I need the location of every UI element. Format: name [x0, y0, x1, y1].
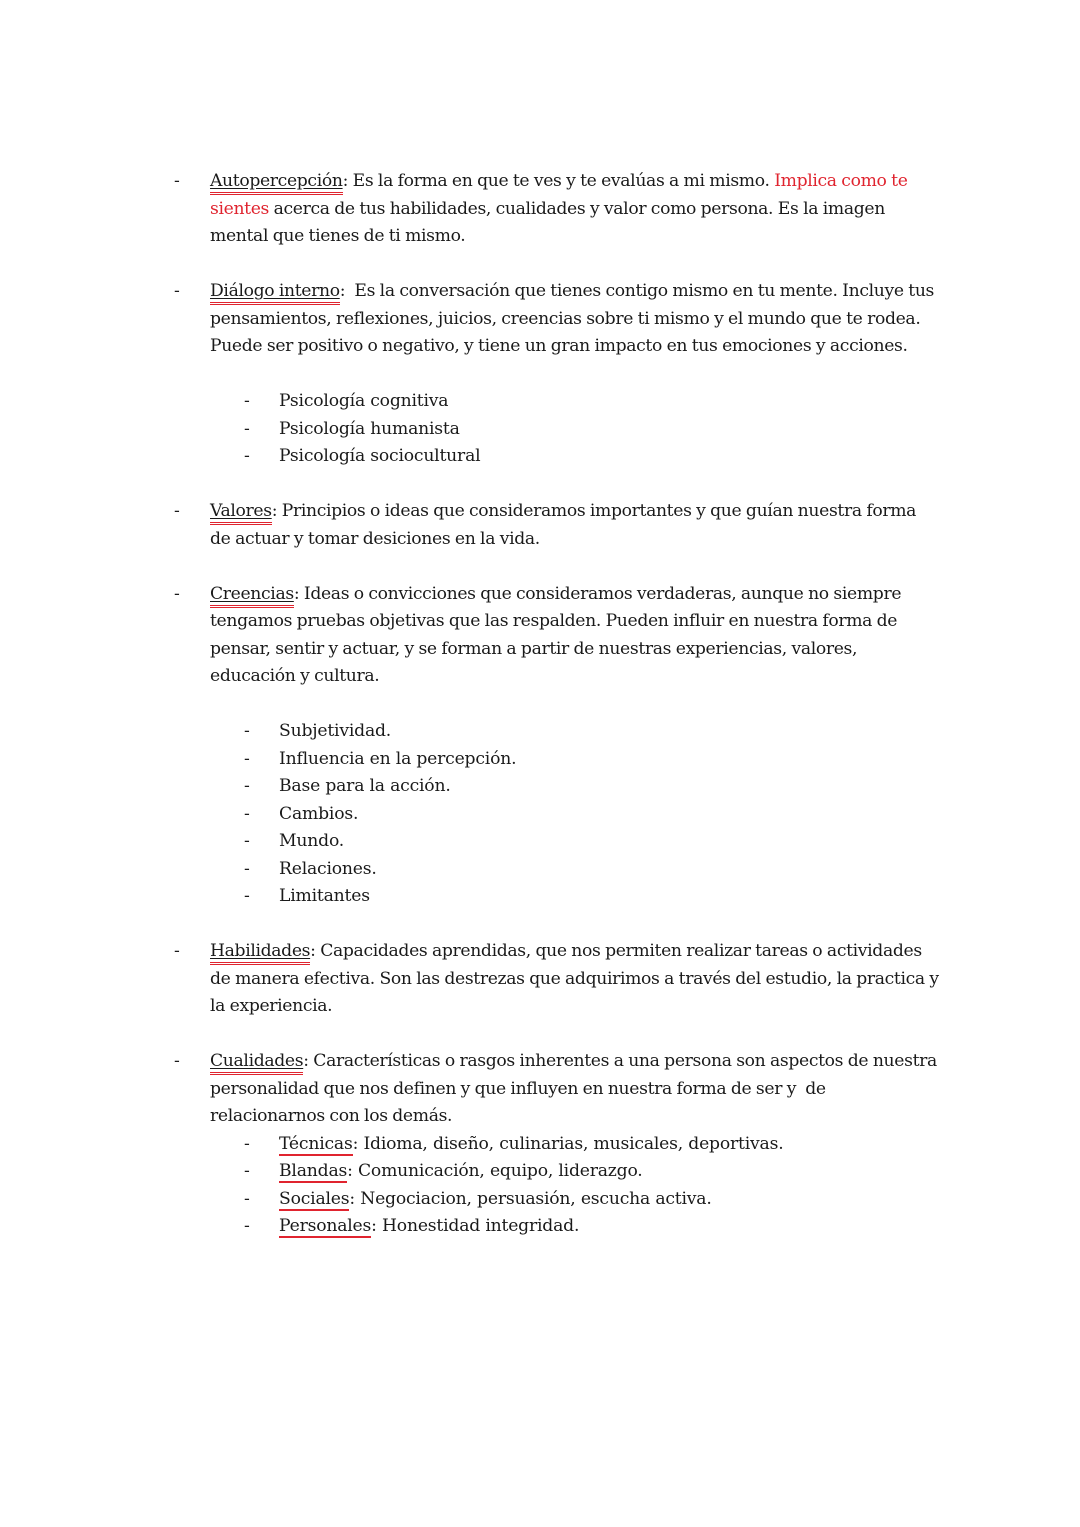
- bullet-dash: -: [244, 1216, 250, 1236]
- bullet-dash: -: [174, 281, 180, 301]
- bullet-item-valores: [170, 498, 940, 553]
- sublist-item: [170, 801, 940, 829]
- sublist-item-text: : Comunicación, equipo, liderazgo.: [347, 1161, 643, 1181]
- sublist-item: [170, 746, 940, 774]
- bullet-dash: -: [244, 446, 250, 466]
- highlighted-text: Implica como te sientes: [210, 171, 908, 219]
- blank-line: [170, 911, 940, 939]
- subterm-tecnicas: Técnicas: [279, 1133, 353, 1154]
- term-colon: :: [339, 281, 346, 301]
- sublist-item-text: Cambios.: [279, 803, 359, 824]
- sublist-item-text: : Honestidad integridad.: [371, 1216, 580, 1236]
- bullet-dash: -: [174, 1051, 180, 1071]
- term-colon: :: [303, 1051, 309, 1071]
- sublist-creencias: [170, 718, 940, 911]
- term-autopercepcion: Autopercepción: [210, 171, 343, 195]
- term-colon: :: [293, 583, 300, 604]
- definition-text: Principios o ideas que consideramos importantes y que guían nuestra forma de actuar y tomar desiciones en la vida.: [210, 501, 917, 549]
- definition-text: Ideas o convicciones que consideramos verdaderas, aunque no siempre tengamos pruebas objetivas que las respalden. Pueden influir en nuestra forma de pensar, sentir y actuar, y se forman a partir de nuestras experiencias, valores, educación y cultura.: [210, 583, 902, 686]
- blank-line: [170, 553, 940, 581]
- bullet-dash: -: [244, 391, 250, 411]
- definition-text: Es la conversación que tienes contigo mismo en tu mente. Incluye tus pensamientos, reflexiones, juicios, creencias sobre ti mismo y el mundo que te rodea. Puede ser positivo o negativo, y tiene un gran impacto en tus emociones y acciones.: [210, 281, 939, 356]
- sublist-item-text: : Idioma, diseño, culinarias, musicales, deportivas.: [352, 1133, 784, 1154]
- term-colon: :: [342, 171, 349, 191]
- term-creencias: Creencias: [210, 584, 294, 608]
- sublist-item-text: Psicología cognitiva: [279, 391, 449, 411]
- sublist-dialogo-interno: [170, 388, 940, 471]
- bullet-dash: -: [174, 501, 180, 521]
- sublist-item-text: Mundo.: [279, 831, 345, 851]
- sublist-item-text: Limitantes: [279, 886, 370, 906]
- sublist-item-text: Subjetividad.: [279, 721, 392, 741]
- bullet-dash: -: [174, 583, 180, 604]
- definition-text-continued: acerca de tus habilidades, cualidades y valor como persona. Es la imagen mental que tienes de ti mismo.: [210, 198, 885, 246]
- sublist-item: [170, 388, 940, 416]
- bullet-dash: -: [244, 858, 250, 879]
- sublist-item-text: Relaciones.: [279, 858, 377, 879]
- term-dialogo-interno: Diálogo interno: [210, 281, 340, 305]
- blank-line: [170, 471, 940, 499]
- bullet-dash: -: [244, 886, 250, 906]
- term-colon: :: [271, 501, 278, 521]
- bullet-item-dialogo-interno: [170, 278, 940, 361]
- sublist-item: [170, 856, 940, 884]
- bullet-dash: -: [244, 1188, 250, 1209]
- bullet-item-habilidades: [170, 938, 940, 1021]
- bullet-dash: -: [244, 418, 250, 439]
- blank-line: [170, 251, 940, 279]
- bullet-item-cualidades: [170, 1048, 940, 1131]
- bullet-dash: -: [244, 803, 250, 824]
- sublist-item-text: Base para la acción.: [279, 776, 451, 796]
- sublist-item-text: Psicología sociocultural: [279, 446, 481, 466]
- bullet-item-autopercepcion: [170, 168, 940, 251]
- subterm-personales: Personales: [279, 1216, 372, 1236]
- bullet-dash: -: [244, 1161, 250, 1181]
- sublist-item: [170, 718, 940, 746]
- term-cualidades: Cualidades: [210, 1051, 303, 1075]
- sublist-item: [170, 416, 940, 444]
- document-content: [170, 168, 940, 1241]
- definition-text: Características o rasgos inherentes a una persona son aspectos de nuestra personalidad que nos definen y que influyen en nuestra forma de ser y de relacionarnos con los demás.: [210, 1051, 942, 1126]
- bullet-dash: -: [244, 776, 250, 796]
- sublist-item-blandas: [170, 1158, 940, 1186]
- term-valores: Valores: [210, 501, 272, 525]
- definition-text: Capacidades aprendidas, que nos permiten realizar tareas o actividades de manera efectiva. Son las destrezas que adquirimos a través del estudio, la practica y la experiencia.: [210, 941, 939, 1016]
- term-habilidades: Habilidades: [210, 941, 310, 965]
- sublist-item-tecnicas: [170, 1131, 940, 1159]
- bullet-dash: -: [174, 171, 180, 191]
- sublist-item-personales: [170, 1213, 940, 1241]
- sublist-item-text: Influencia en la percepción.: [279, 748, 517, 769]
- bullet-item-creencias: [170, 581, 940, 691]
- blank-line: [170, 1021, 940, 1049]
- sublist-item-text: Psicología humanista: [279, 418, 460, 439]
- bullet-dash: -: [244, 831, 250, 851]
- bullet-dash: -: [244, 748, 250, 769]
- sublist-cualidades: [170, 1131, 940, 1241]
- bullet-dash: -: [174, 941, 180, 961]
- bullet-dash: -: [244, 1133, 250, 1154]
- sublist-item: [170, 773, 940, 801]
- blank-line: [170, 691, 940, 719]
- sublist-item: [170, 883, 940, 911]
- sublist-item: [170, 828, 940, 856]
- blank-line: [170, 361, 940, 389]
- subterm-blandas: Blandas: [279, 1161, 348, 1181]
- sublist-item-text: : Negociacion, persuasión, escucha activa.: [349, 1188, 712, 1209]
- sublist-item-sociales: [170, 1186, 940, 1214]
- definition-text: Es la forma en que te ves y te evalúas a mi mismo.: [348, 171, 775, 191]
- term-colon: :: [310, 941, 316, 961]
- subterm-sociales: Sociales: [279, 1188, 350, 1209]
- sublist-item: [170, 443, 940, 471]
- bullet-dash: -: [244, 721, 250, 741]
